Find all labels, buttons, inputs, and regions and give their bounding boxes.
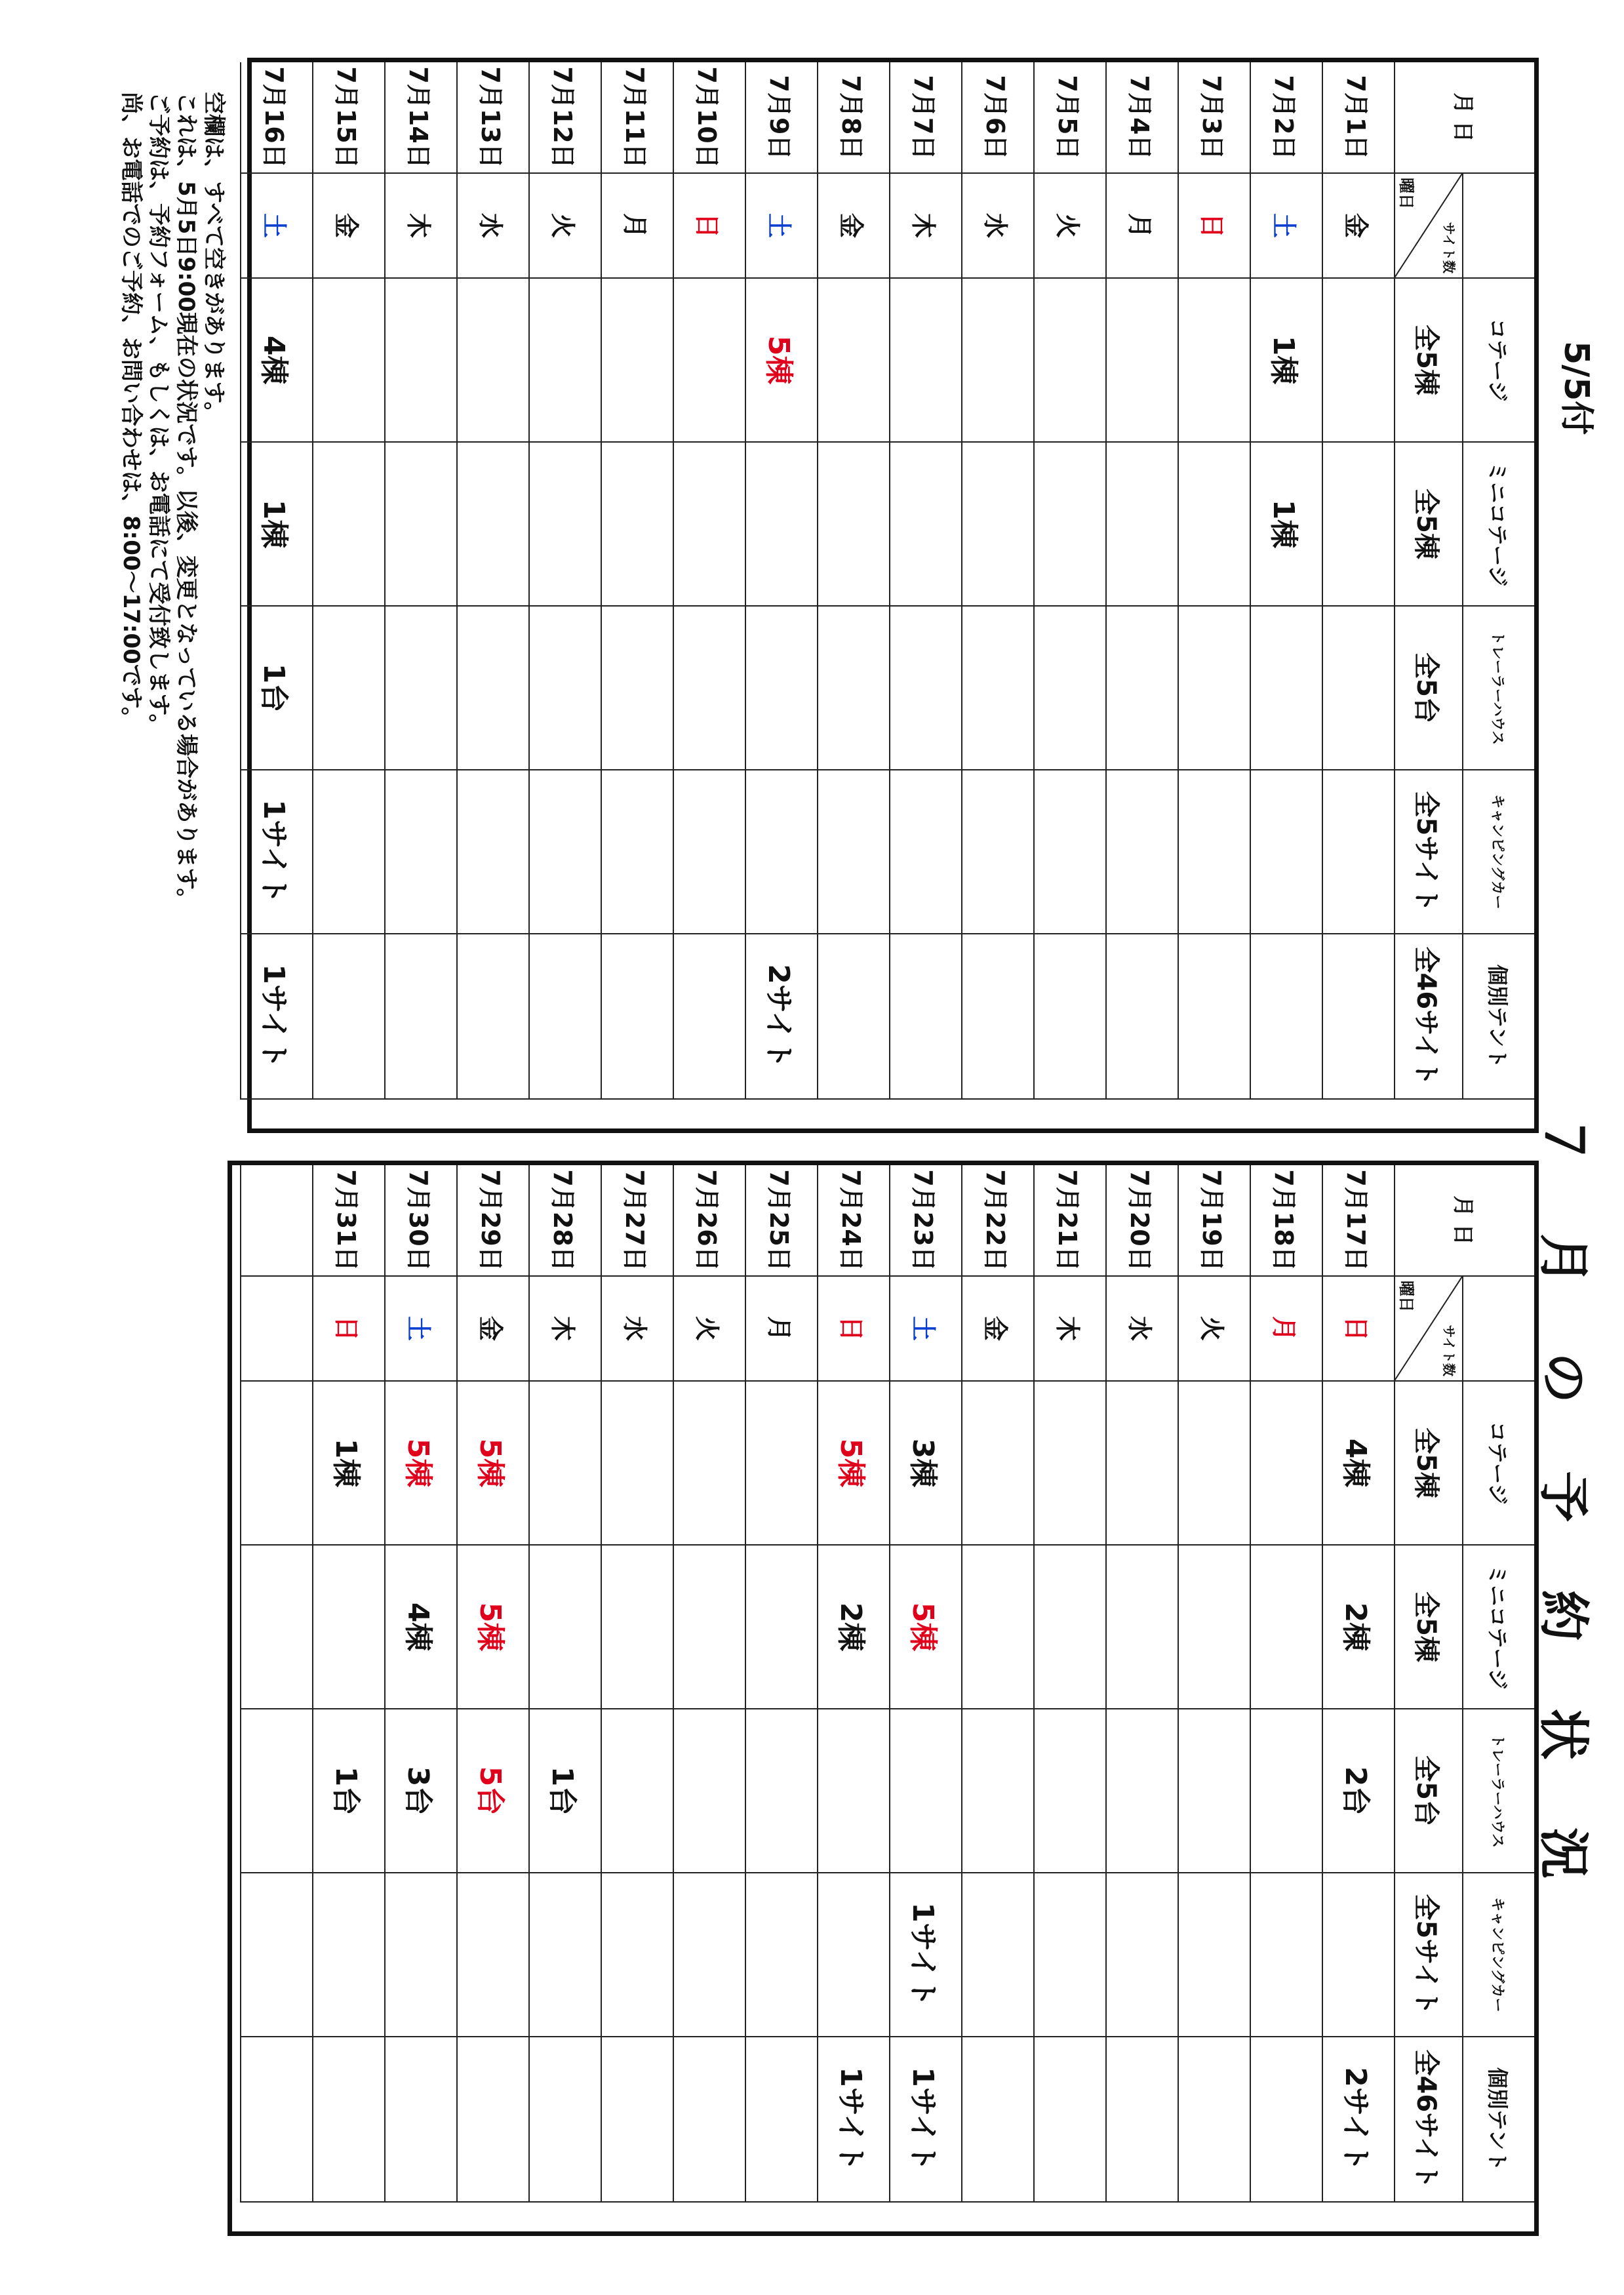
booked-count-cell — [1033, 1546, 1105, 1709]
booked-count-cell — [240, 1873, 312, 2037]
booked-count-cell — [817, 934, 889, 1100]
booked-count-cell — [673, 2037, 745, 2203]
weekday-cell: 土 — [745, 174, 817, 279]
booked-count-cell — [1250, 1873, 1322, 2037]
header-blank — [1462, 174, 1534, 279]
booked-count-cell — [1250, 1382, 1322, 1546]
booked-count-cell — [889, 1709, 961, 1873]
booked-count-cell: 2台 — [1322, 1709, 1394, 1873]
booked-count-cell — [673, 1709, 745, 1873]
booked-count-cell — [456, 770, 528, 934]
weekday-cell: 金 — [817, 174, 889, 279]
date-cell: 7月20日 — [1105, 1165, 1178, 1277]
booked-count-cell — [312, 1546, 384, 1709]
category-header: ミニコテージ — [1462, 1546, 1534, 1709]
weekday-cell: 日 — [1178, 174, 1250, 279]
date-cell: 7月22日 — [961, 1165, 1033, 1277]
booked-count-cell: 3棟 — [889, 1382, 961, 1546]
booked-count-cell — [1033, 607, 1105, 770]
weekday-cell: 月 — [1250, 1277, 1322, 1382]
diag-label-sites: サイト数 — [1441, 222, 1457, 273]
weekday-cell: 日 — [673, 174, 745, 279]
date-cell: 7月10日 — [673, 62, 745, 174]
date-cell: 7月30日 — [384, 1165, 456, 1277]
category-header: トレーラーハウス — [1462, 1709, 1534, 1873]
date-header: 月 日 — [1394, 1165, 1534, 1277]
weekday-cell: 土 — [889, 1277, 961, 1382]
diag-label-weekday: 曜日 — [1397, 178, 1416, 209]
date-cell: 7月5日 — [1033, 62, 1105, 174]
date-cell: 7月27日 — [601, 1165, 673, 1277]
date-cell: 7月16日 — [240, 62, 312, 174]
booked-count-cell — [889, 279, 961, 443]
booked-count-cell — [528, 770, 601, 934]
date-cell: 7月29日 — [456, 1165, 528, 1277]
date-cell: 7月11日 — [601, 62, 673, 174]
booked-count-cell — [240, 2037, 312, 2203]
booked-count-cell — [1250, 2037, 1322, 2203]
booked-count-cell: 4棟 — [240, 279, 312, 443]
weekday-cell: 金 — [961, 1277, 1033, 1382]
date-cell: 7月12日 — [528, 62, 601, 174]
booked-count-cell — [889, 443, 961, 607]
booked-count-cell — [1178, 1382, 1250, 1546]
booked-count-cell — [312, 934, 384, 1100]
category-header: トレーラーハウス — [1462, 607, 1534, 770]
booked-count-cell — [384, 1873, 456, 2037]
booked-count-cell — [312, 443, 384, 607]
category-header: キャンピングカー — [1462, 1873, 1534, 2037]
category-total: 全46サイト — [1394, 934, 1462, 1100]
booked-count-cell — [1322, 770, 1394, 934]
booked-count-cell — [601, 770, 673, 934]
booked-count-cell — [601, 1873, 673, 2037]
notes — [117, 92, 228, 910]
booked-count-cell — [528, 1382, 601, 1546]
booked-count-cell — [384, 770, 456, 934]
weekday-cell: 土 — [1250, 174, 1322, 279]
booked-count-cell — [1178, 2037, 1250, 2203]
booked-count-cell — [1105, 279, 1178, 443]
booked-count-cell — [601, 607, 673, 770]
booked-count-cell — [456, 443, 528, 607]
booked-count-cell: 1サイト — [240, 770, 312, 934]
date-cell: 7月7日 — [889, 62, 961, 174]
booked-count-cell — [1033, 2037, 1105, 2203]
weekday-cell: 水 — [601, 1277, 673, 1382]
booked-count-cell — [1178, 770, 1250, 934]
category-total: 全5サイト — [1394, 1873, 1462, 2037]
category-total: 全5台 — [1394, 1709, 1462, 1873]
date-cell: 7月31日 — [312, 1165, 384, 1277]
weekday-cell: 木 — [1033, 1277, 1105, 1382]
booked-count-cell — [528, 279, 601, 443]
booked-count-cell — [528, 1873, 601, 2037]
booked-count-cell — [817, 1709, 889, 1873]
note-line: ご予約は、予約フォーム、もしくは、お電話にて受付致します。 — [146, 92, 172, 736]
category-header: キャンピングカー — [1462, 770, 1534, 934]
booked-count-cell — [1178, 279, 1250, 443]
booked-count-cell: 5棟 — [456, 1382, 528, 1546]
booked-count-cell — [745, 1382, 817, 1546]
booked-count-cell — [1250, 770, 1322, 934]
booked-count-cell: 5棟 — [817, 1382, 889, 1546]
weekday-cell: 金 — [1322, 174, 1394, 279]
booked-count-cell — [1322, 279, 1394, 443]
booked-count-cell — [240, 1546, 312, 1709]
booked-count-cell — [817, 279, 889, 443]
weekday-cell: 金 — [312, 174, 384, 279]
date-cell: 7月1日 — [1322, 62, 1394, 174]
booked-count-cell — [961, 934, 1033, 1100]
category-total: 全5棟 — [1394, 279, 1462, 443]
booked-count-cell — [528, 443, 601, 607]
booked-count-cell — [1105, 1546, 1178, 1709]
booked-count-cell — [384, 607, 456, 770]
booked-count-cell — [240, 1709, 312, 1873]
booked-count-cell: 3台 — [384, 1709, 456, 1873]
booked-count-cell — [745, 1709, 817, 1873]
category-total: 全5棟 — [1394, 1382, 1462, 1546]
booked-count-cell: 1棟 — [1250, 279, 1322, 443]
booked-count-cell — [961, 443, 1033, 607]
booked-count-cell: 5棟 — [456, 1546, 528, 1709]
date-cell: 7月9日 — [745, 62, 817, 174]
booked-count-cell — [1322, 443, 1394, 607]
booked-count-cell — [961, 2037, 1033, 2203]
booked-count-cell: 2棟 — [817, 1546, 889, 1709]
booked-count-cell — [745, 1873, 817, 2037]
booked-count-cell — [1178, 607, 1250, 770]
date-cell: 7月3日 — [1178, 62, 1250, 174]
booked-count-cell — [817, 443, 889, 607]
booked-count-cell — [1105, 443, 1178, 607]
booked-count-cell — [1250, 607, 1322, 770]
booked-count-cell — [961, 1873, 1033, 2037]
weekday-cell: 水 — [961, 174, 1033, 279]
date-cell: 7月21日 — [1033, 1165, 1105, 1277]
booked-count-cell — [817, 770, 889, 934]
weekday-cell: 金 — [456, 1277, 528, 1382]
weekday-cell: 日 — [312, 1277, 384, 1382]
booked-count-cell — [1105, 1709, 1178, 1873]
category-total: 全46サイト — [1394, 2037, 1462, 2203]
booked-count-cell: 1サイト — [240, 934, 312, 1100]
weekday-cell: 火 — [528, 174, 601, 279]
booked-count-cell — [1105, 607, 1178, 770]
booked-count-cell — [673, 770, 745, 934]
date-header: 月 日 — [1394, 62, 1534, 174]
booked-count-cell — [601, 279, 673, 443]
date-cell: 7月23日 — [889, 1165, 961, 1277]
booked-count-cell — [384, 443, 456, 607]
booked-count-cell — [745, 2037, 817, 2203]
diagonal-header-cell — [1394, 174, 1462, 279]
date-cell: 7月2日 — [1250, 62, 1322, 174]
booked-count-cell — [1033, 1709, 1105, 1873]
date-cell: 7月28日 — [528, 1165, 601, 1277]
weekday-cell: 木 — [528, 1277, 601, 1382]
booked-count-cell — [601, 2037, 673, 2203]
booked-count-cell: 1台 — [312, 1709, 384, 1873]
booked-count-cell — [1178, 1546, 1250, 1709]
diag-label-weekday: 曜日 — [1397, 1281, 1416, 1312]
booked-count-cell — [1322, 607, 1394, 770]
booked-count-cell — [1178, 934, 1250, 1100]
booked-count-cell — [961, 1382, 1033, 1546]
booked-count-cell — [1105, 2037, 1178, 2203]
booked-count-cell: 5棟 — [384, 1382, 456, 1546]
booked-count-cell: 2サイト — [1322, 2037, 1394, 2203]
as-of-date: 5/5付 — [1556, 341, 1596, 435]
booked-count-cell: 1棟 — [312, 1382, 384, 1546]
date-cell: 7月26日 — [673, 1165, 745, 1277]
booked-count-cell — [312, 2037, 384, 2203]
booked-count-cell — [1105, 1873, 1178, 2037]
booked-count-cell — [456, 1873, 528, 2037]
booked-count-cell — [312, 1873, 384, 2037]
booked-count-cell — [240, 1382, 312, 1546]
page-title: ７ 月 の 予 約 状 況 — [1534, 1115, 1593, 1904]
booked-count-cell: 1台 — [528, 1709, 601, 1873]
booked-count-cell — [817, 1873, 889, 2037]
category-header: コテージ — [1462, 1382, 1534, 1546]
category-total: 全5棟 — [1394, 1546, 1462, 1709]
booked-count-cell — [961, 1546, 1033, 1709]
booked-count-cell: 1台 — [240, 607, 312, 770]
booked-count-cell — [601, 1709, 673, 1873]
note-line: 空欄は、すべて空きがあります。 — [201, 92, 227, 424]
booked-count-cell: 1棟 — [240, 443, 312, 607]
booked-count-cell — [1105, 1382, 1178, 1546]
booked-count-cell — [1250, 934, 1322, 1100]
weekday-cell: 火 — [1033, 174, 1105, 279]
weekday-cell: 土 — [384, 1277, 456, 1382]
booked-count-cell: 2棟 — [1322, 1546, 1394, 1709]
left-availability-table — [247, 58, 1539, 1133]
booked-count-cell — [1033, 443, 1105, 607]
weekday-cell: 水 — [1105, 1277, 1178, 1382]
booked-count-cell — [601, 1546, 673, 1709]
booked-count-cell — [1178, 1709, 1250, 1873]
booked-count-cell — [384, 279, 456, 443]
weekday-cell: 火 — [1178, 1277, 1250, 1382]
note-line: 尚、お電話でのご予約、お問い合わせは、8:00～17:00です。 — [118, 92, 144, 730]
diag-label-sites: サイト数 — [1441, 1325, 1457, 1376]
booked-count-cell: 5棟 — [889, 1546, 961, 1709]
category-header: 個別テント — [1462, 934, 1534, 1100]
date-cell: 7月6日 — [961, 62, 1033, 174]
weekday-cell: 水 — [456, 174, 528, 279]
booked-count-cell — [673, 1546, 745, 1709]
booked-count-cell — [673, 1873, 745, 2037]
booked-count-cell — [601, 443, 673, 607]
booked-count-cell — [673, 934, 745, 1100]
booked-count-cell — [312, 607, 384, 770]
date-cell: 7月24日 — [817, 1165, 889, 1277]
date-cell: 7月17日 — [1322, 1165, 1394, 1277]
booked-count-cell — [312, 279, 384, 443]
category-total: 全5台 — [1394, 607, 1462, 770]
booked-count-cell — [456, 2037, 528, 2203]
category-header: ミニコテージ — [1462, 443, 1534, 607]
date-cell: 7月4日 — [1105, 62, 1178, 174]
booked-count-cell — [528, 607, 601, 770]
booked-count-cell — [673, 607, 745, 770]
booked-count-cell — [961, 279, 1033, 443]
category-header: 個別テント — [1462, 2037, 1534, 2203]
weekday-cell: 土 — [240, 174, 312, 279]
date-cell: 7月18日 — [1250, 1165, 1322, 1277]
booked-count-cell — [1033, 934, 1105, 1100]
weekday-cell: 日 — [1322, 1277, 1394, 1382]
booked-count-cell — [817, 607, 889, 770]
category-total: 全5サイト — [1394, 770, 1462, 934]
weekday-cell: 月 — [745, 1277, 817, 1382]
booked-count-cell: 1サイト — [889, 1873, 961, 2037]
booked-count-cell — [1033, 1382, 1105, 1546]
booked-count-cell — [456, 934, 528, 1100]
diagonal-header-cell — [1394, 1277, 1462, 1382]
date-cell — [240, 1165, 312, 1277]
booked-count-cell — [528, 1546, 601, 1709]
booked-count-cell — [312, 770, 384, 934]
booked-count-cell — [673, 1382, 745, 1546]
weekday-cell: 日 — [817, 1277, 889, 1382]
booked-count-cell: 4棟 — [1322, 1382, 1394, 1546]
booked-count-cell — [889, 770, 961, 934]
booked-count-cell — [673, 443, 745, 607]
booked-count-cell — [745, 770, 817, 934]
booked-count-cell — [961, 607, 1033, 770]
date-cell: 7月19日 — [1178, 1165, 1250, 1277]
weekday-cell: 月 — [601, 174, 673, 279]
booked-count-cell — [673, 279, 745, 443]
booked-count-cell — [1178, 1873, 1250, 2037]
booked-count-cell — [601, 934, 673, 1100]
category-total: 全5棟 — [1394, 443, 1462, 607]
booked-count-cell — [1033, 279, 1105, 443]
date-cell: 7月8日 — [817, 62, 889, 174]
booked-count-cell: 5棟 — [745, 279, 817, 443]
booked-count-cell — [1033, 1873, 1105, 2037]
date-cell: 7月15日 — [312, 62, 384, 174]
booked-count-cell — [889, 607, 961, 770]
booked-count-cell — [1178, 443, 1250, 607]
booked-count-cell — [1033, 770, 1105, 934]
weekday-cell — [240, 1277, 312, 1382]
booked-count-cell — [745, 607, 817, 770]
booked-count-cell — [601, 1382, 673, 1546]
booked-count-cell — [1250, 1546, 1322, 1709]
booked-count-cell: 5台 — [456, 1709, 528, 1873]
booked-count-cell — [528, 2037, 601, 2203]
booked-count-cell — [889, 934, 961, 1100]
weekday-cell: 火 — [673, 1277, 745, 1382]
booked-count-cell — [1105, 770, 1178, 934]
right-availability-table — [228, 1161, 1539, 2236]
date-cell: 7月13日 — [456, 62, 528, 174]
booked-count-cell — [1105, 934, 1178, 1100]
booked-count-cell: 1棟 — [1250, 443, 1322, 607]
date-cell: 7月25日 — [745, 1165, 817, 1277]
booked-count-cell: 4棟 — [384, 1546, 456, 1709]
weekday-cell: 木 — [889, 174, 961, 279]
booked-count-cell — [1250, 1709, 1322, 1873]
booked-count-cell — [961, 1709, 1033, 1873]
weekday-cell: 月 — [1105, 174, 1178, 279]
note-line: これは、5月5日9:00現在の状況です。以後、変更となっている場合があります。 — [173, 92, 199, 911]
booked-count-cell — [384, 2037, 456, 2203]
weekday-cell: 木 — [384, 174, 456, 279]
header-blank — [1462, 1277, 1534, 1382]
booked-count-cell — [1322, 1873, 1394, 2037]
date-cell: 7月14日 — [384, 62, 456, 174]
booked-count-cell — [1322, 934, 1394, 1100]
booked-count-cell — [456, 279, 528, 443]
booked-count-cell — [961, 770, 1033, 934]
booked-count-cell — [456, 607, 528, 770]
booked-count-cell — [745, 1546, 817, 1709]
booked-count-cell: 1サイト — [889, 2037, 961, 2203]
category-header: コテージ — [1462, 279, 1534, 443]
booked-count-cell — [528, 934, 601, 1100]
booked-count-cell: 1サイト — [817, 2037, 889, 2203]
booked-count-cell — [745, 443, 817, 607]
booked-count-cell — [384, 934, 456, 1100]
booked-count-cell: 2サイト — [745, 934, 817, 1100]
